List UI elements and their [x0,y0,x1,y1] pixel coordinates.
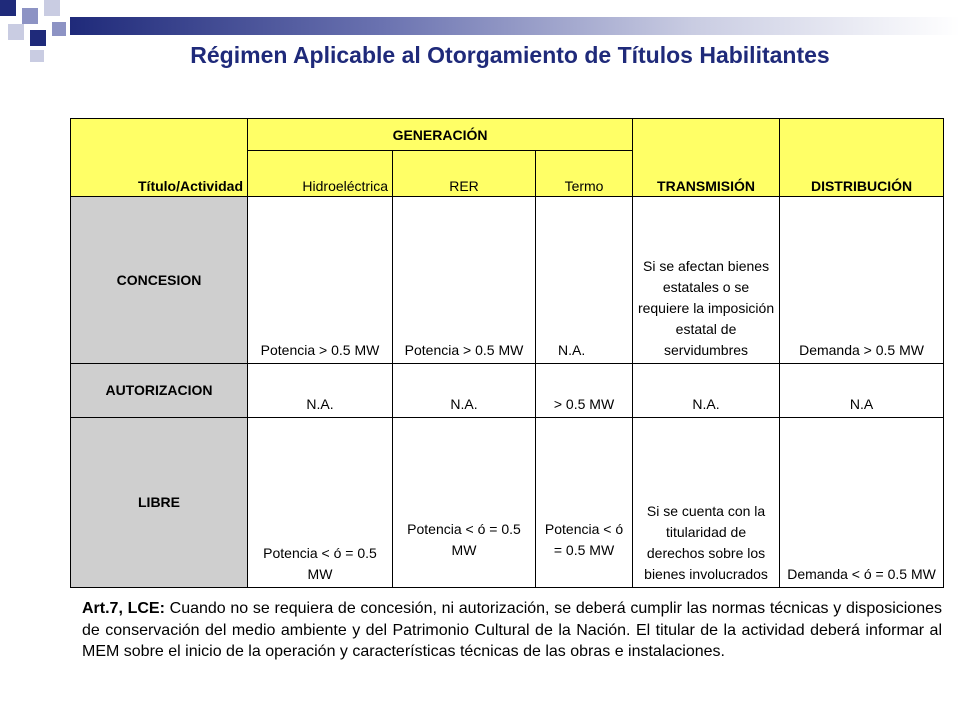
header-distribucion: DISTRIBUCIÓN [780,119,944,197]
header-termo: Termo [536,151,633,197]
article-note [82,598,942,663]
corner-square-6 [52,22,66,36]
cell-libre-hidroelectrica: Potencia < ó = 0.5 MW [248,417,393,587]
row-label-libre: LIBRE [71,417,248,587]
cell-libre-rer: Potencia < ó = 0.5 MW [393,417,536,587]
cell-concesion-termo: N.A. [536,197,633,363]
header-transmision: TRANSMISIÓN [633,119,780,197]
cell-autorizacion-termo: > 0.5 MW [536,363,633,417]
page-title: Régimen Aplicable al Otorgamiento de Títulos Habilitantes [190,42,830,68]
cell-concesion-transmision: Si se afectan bienes estatales o se requiere la imposición estatal de servidumbres [633,197,780,363]
header-hidroelectrica: Hidroeléctrica [248,151,393,197]
table-row [71,363,944,417]
header-generacion: GENERACIÓN [248,119,633,151]
article-note-label: Art.7, LCE: [82,600,165,617]
row-label-concesion: CONCESION [71,197,248,363]
table-row [71,197,944,363]
corner-square-3 [44,0,60,16]
cell-autorizacion-hidroelectrica: N.A. [248,363,393,417]
corner-square-4 [8,24,24,40]
cell-libre-distribucion: Demanda < ó = 0.5 MW [780,417,944,587]
cell-autorizacion-transmision: N.A. [633,363,780,417]
header-titulo-actividad: Título/Actividad [71,119,248,197]
corner-square-2 [22,8,38,24]
article-note-text: Cuando no se requiera de concesión, ni autorización, se deberá cumplir las normas técnicas y disposiciones de conservación del medio ambiente y del Patrimonio Cultural de la Nación. El titular de la actividad deberá informar al MEM sobre el inicio de la operación y características técnicas de las obras e instalaciones. [82,600,942,660]
cell-concesion-rer: Potencia > 0.5 MW [393,197,536,363]
cell-concesion-distribucion: Demanda > 0.5 MW [780,197,944,363]
title-gradient-bar [70,17,960,35]
header-rer: RER [393,151,536,197]
cell-concesion-hidroelectrica: Potencia > 0.5 MW [248,197,393,363]
regimen-table [70,118,944,588]
cell-libre-termo: Potencia < ó = 0.5 MW [536,417,633,587]
cell-libre-transmision: Si se cuenta con la titularidad de derechos sobre los bienes involucrados [633,417,780,587]
corner-square-1 [0,0,16,16]
table-row [71,417,944,587]
cell-autorizacion-distribucion: N.A [780,363,944,417]
cell-autorizacion-rer: N.A. [393,363,536,417]
row-label-autorizacion: AUTORIZACION [71,363,248,417]
